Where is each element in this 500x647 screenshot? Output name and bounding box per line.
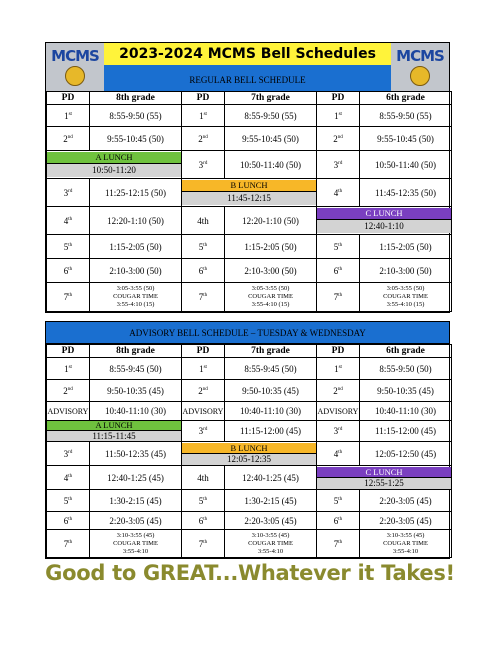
c-lunch: C LUNCH 12:55-1:25 (317, 466, 452, 490)
table-row: 2nd 9:50-10:35 (45) 2nd 9:50-10:35 (45) 2nd 9:50-10:35 (45) (47, 380, 452, 402)
table-row: 3rd 11:25-12:15 (50) B LUNCH 11:45-12:15 4th 11:45-12:35 (50) (47, 179, 452, 207)
table-row: 3rd 11:50-12:35 (45) B LUNCH 12:05-12:35 4th 12:05-12:50 (45) (47, 442, 452, 466)
table-row: 4th 12:40-1:25 (45) 4th 12:40-1:25 (45) C LUNCH 12:55-1:25 (47, 466, 452, 490)
advisory-schedule-table (46, 344, 452, 558)
table-row: A LUNCH 11:15-11:45 3rd 11:15-12:00 (45) 3rd 11:15-12:00 (45) (47, 421, 452, 442)
footer-slogan: Good to GREAT...Whatever it Takes! (45, 561, 455, 585)
table-row: A LUNCH 10:50-11:20 3rd 10:50-11:40 (50) 3rd 10:50-11:40 (50) (47, 151, 452, 179)
regular-schedule (45, 42, 450, 313)
table-row: 5th 1:15-2:05 (50) 5th 1:15-2:05 (50) 5th 1:15-2:05 (50) (47, 235, 452, 259)
table-row: 7th 3:10-3:55 (45) COUGAR TIME 3:55-4:10 7th 3:10-3:55 (45) COUGAR TIME 3:55-4:10 7th 3:10-3:55 (45) COUGAR TIME 3:55-4:10 (47, 530, 452, 558)
table-row: 7th 3:05-3:55 (50) COUGAR TIME 3:55-4:10 (15) 7th 3:05-3:55 (50) COUGAR TIME 3:55-4:10 (15) 7th 3:05-3:55 (50) COUGAR TIME 3:55-4:10 (15) (47, 283, 452, 312)
table-row: 4th 12:20-1:10 (50) 4th 12:20-1:10 (50) C LUNCH 12:40-1:10 (47, 207, 452, 235)
table-row: 6th 2:20-3:05 (45) 6th 2:20-3:05 (45) 6th 2:20-3:05 (45) (47, 512, 452, 530)
table-row: 1st 8:55-9:45 (50) 1st 8:55-9:45 (50) 1st 8:55-9:50 (50) (47, 358, 452, 380)
cougar-mascot-icon (410, 66, 430, 86)
c-lunch: C LUNCH 12:40-1:10 (317, 207, 452, 235)
mcms-logo: MCMS (46, 43, 104, 91)
a-lunch: A LUNCH 11:15-11:45 (47, 421, 182, 442)
b-lunch: B LUNCH 12:05-12:35 (182, 442, 317, 466)
table-row: 2nd 9:55-10:45 (50) 2nd 9:55-10:45 (50) 2nd 9:55-10:45 (50) (47, 127, 452, 151)
advisory-schedule-title: ADVISORY BELL SCHEDULE – TUESDAY & WEDNESDAY (46, 322, 449, 344)
table-row: 1st 8:55-9:50 (55) 1st 8:55-9:50 (55) 1st 8:55-9:50 (55) (47, 105, 452, 127)
column-headers: PD 8th grade PD 7th grade PD 6th grade (47, 345, 452, 358)
page-title: 2023-2024 MCMS Bell Schedules (104, 43, 391, 65)
mcms-logo: MCMS (391, 43, 449, 91)
column-headers: PD 8th grade PD 7th grade PD 6th grade (47, 92, 452, 105)
table-row: 6th 2:10-3:00 (50) 6th 2:10-3:00 (50) 6th 2:10-3:00 (50) (47, 259, 452, 283)
advisory-schedule (45, 321, 450, 559)
table-row: ADVISORY 10:40-11:10 (30) ADVISORY 10:40-11:10 (30) ADVISORY 10:40-11:10 (30) (47, 402, 452, 421)
cougar-mascot-icon (65, 66, 85, 86)
regular-schedule-title: REGULAR BELL SCHEDULE (104, 65, 391, 91)
a-lunch: A LUNCH 10:50-11:20 (47, 151, 182, 179)
table-row: 5th 1:30-2:15 (45) 5th 1:30-2:15 (45) 5th 2:20-3:05 (45) (47, 490, 452, 512)
regular-schedule-table (46, 91, 452, 312)
b-lunch: B LUNCH 11:45-12:15 (182, 179, 317, 207)
schedule-header (46, 43, 449, 91)
